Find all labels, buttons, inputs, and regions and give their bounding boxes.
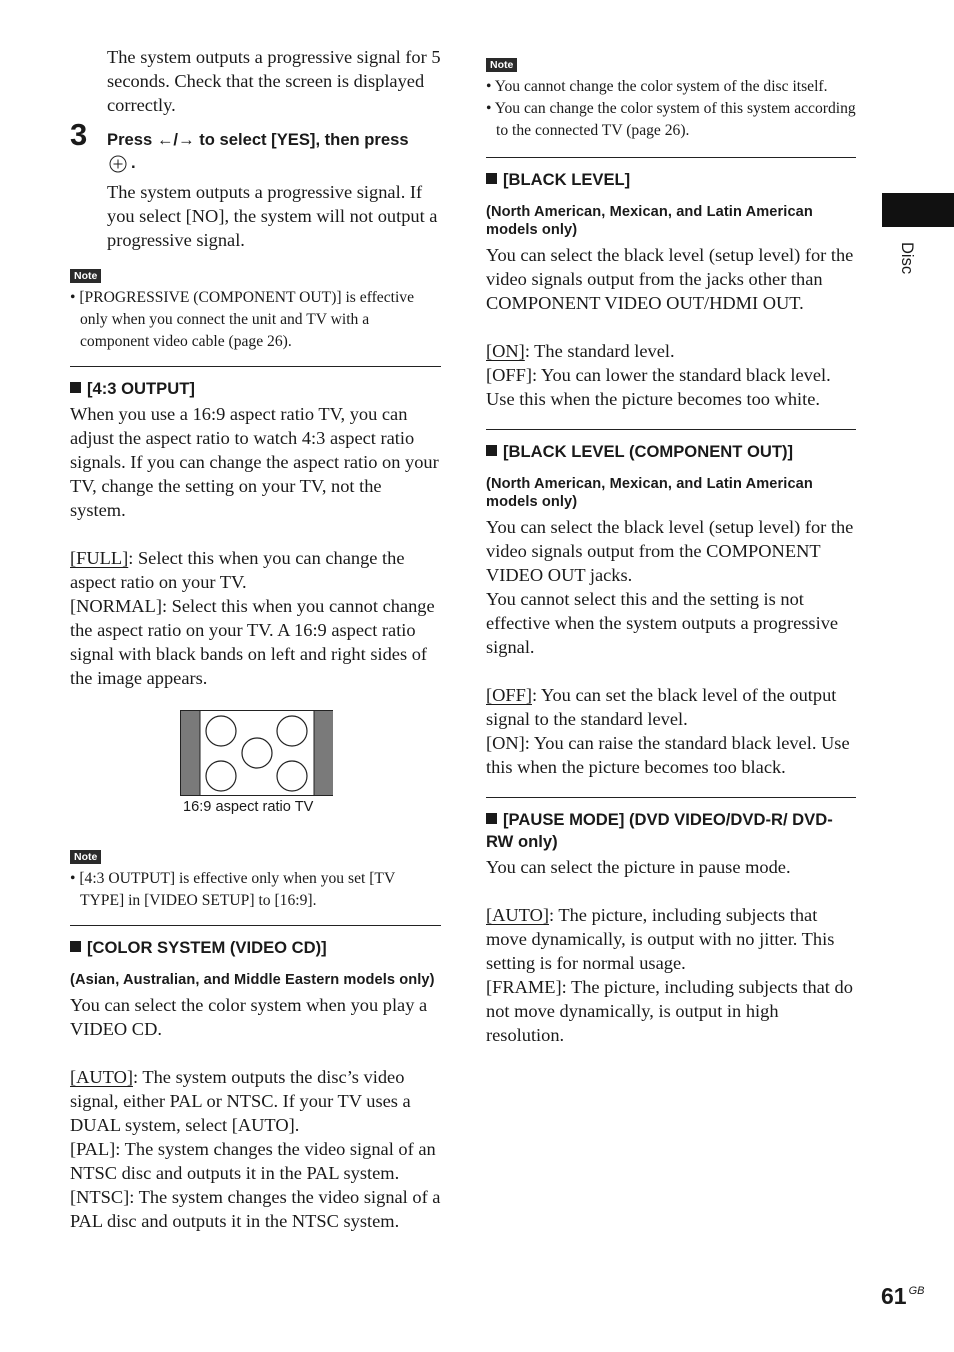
option-text: : The picture, including subjects that move dynamically, is output with no jitter. This setting is for normal usage.: [486, 905, 835, 973]
option-on: [ON]: You can raise the standard black level. Use this when the picture becomes too black.: [486, 733, 850, 777]
option-on: [486, 339, 856, 363]
section-body: When you use a 16:9 aspect ratio TV, you can adjust the aspect ratio to watch 4:3 aspect ratio signals. If you can change the aspect ratio on your TV, change the setting on your TV, not the system.: [70, 404, 439, 520]
square-bullet-icon: [486, 445, 497, 456]
option-auto: [70, 1065, 441, 1137]
note-badge: Note: [70, 850, 101, 864]
heading-text: [4:3 OUTPUT]: [87, 379, 195, 398]
section-body: You can select the black level (setup level) for the video signals output from the COMPONENT VIDEO OUT jacks.: [486, 517, 854, 585]
tv-aspect-figure: [180, 710, 334, 803]
section-4-3-output: [70, 378, 441, 690]
note-bullet: • [PROGRESSIVE (COMPONENT OUT)] is effective only when you connect the unit and TV with a component video cable (page 26).: [70, 289, 415, 350]
divider: [486, 429, 856, 430]
heading-text: [PAUSE MODE] (DVD VIDEO/DVD-R/ DVD-RW only): [486, 810, 833, 851]
square-bullet-icon: [486, 173, 497, 184]
square-bullet-icon: [70, 941, 81, 952]
note-bullet: • [4:3 OUTPUT] is effective only when you set [TV TYPE] in [VIDEO SETUP] to [16:9].: [70, 870, 395, 909]
option-auto: [486, 903, 856, 975]
section-subhead: (Asian, Australian, and Middle Eastern models only): [70, 972, 435, 988]
option-ntsc: [NTSC]: The system changes the video signal of a PAL disc and outputs it in the NTSC system.: [70, 1187, 441, 1231]
step3-body: The system outputs a progressive signal. If you select [NO], the system will not output a progressive signal.: [107, 182, 438, 250]
option-off: [OFF]: You can lower the standard black level. Use this when the picture becomes too white.: [486, 365, 831, 409]
page-number-suffix: GB: [908, 1285, 925, 1297]
left-right-arrows-icon: ←/→: [156, 130, 195, 149]
step3-instruction: [107, 129, 441, 151]
option-text: : The system outputs the disc’s video signal, either PAL or NTSC. If your TV uses a DUAL system, select [AUTO].: [70, 1067, 411, 1135]
intro-text: The system outputs a progressive signal for 5 seconds. Check that the screen is displayed correctly.: [107, 47, 441, 115]
section-color-system: [70, 937, 441, 1233]
section-heading: [70, 937, 441, 959]
square-bullet-icon: [70, 382, 81, 393]
note-badge: Note: [486, 58, 517, 72]
tv-illustration: [180, 710, 334, 798]
note-bullet: • You cannot change the color system of the disc itself.: [486, 78, 828, 95]
step3-instruction-a: Press: [107, 130, 157, 149]
option-text: : The standard level.: [524, 341, 675, 361]
option-off: [486, 683, 856, 731]
option-text: : Select this when you can change the aspect ratio on your TV.: [70, 548, 405, 592]
note-bullet: • You can change the color system of this system according to the connected TV (page 26).: [486, 100, 856, 139]
divider: [70, 366, 441, 367]
page-number-value: 61: [881, 1283, 907, 1309]
divider: [486, 797, 856, 798]
option-text: : You can set the black level of the output signal to the standard level.: [486, 685, 837, 729]
option-frame: [FRAME]: The picture, including subjects that do not move dynamically, is output in high resolution.: [486, 977, 853, 1045]
option-pal: [PAL]: The system changes the video signal of an NTSC disc and outputs it in the PAL system.: [70, 1139, 436, 1183]
option-label: [FULL]: [70, 548, 129, 568]
side-tab-text: Disc: [898, 242, 916, 275]
note1: [70, 266, 441, 353]
option-label: [AUTO]: [70, 1067, 133, 1087]
option-full: [70, 546, 441, 594]
enter-button-line: [107, 151, 441, 177]
figure-caption: 16:9 aspect ratio TV: [183, 799, 314, 815]
step-number: 3: [70, 117, 88, 152]
heading-text: [BLACK LEVEL]: [503, 170, 631, 189]
section-black-level-component: [486, 441, 856, 779]
heading-text: [COLOR SYSTEM (VIDEO CD)]: [87, 938, 327, 957]
note3: [486, 55, 856, 142]
side-tab-marker: [882, 193, 954, 227]
section-body: You can select the black level (setup level) for the video signals output from the jacks other than COMPONENT VIDEO OUT/HDMI OUT.: [486, 245, 854, 313]
section-heading: [486, 809, 856, 853]
divider: [486, 157, 856, 158]
page-number: [881, 1283, 925, 1310]
option-label: [ON]: [486, 341, 525, 361]
option-label: [AUTO]: [486, 905, 549, 925]
enter-button-icon: [108, 153, 130, 175]
section-body: You can select the color system when you play a VIDEO CD.: [70, 995, 428, 1039]
section-body: You can select the picture in pause mode.: [486, 857, 791, 877]
step3-suffix: .: [131, 153, 136, 172]
step3-block: [107, 129, 441, 252]
divider: [70, 925, 441, 926]
option-label: [OFF]: [486, 685, 532, 705]
section-heading: [486, 169, 856, 191]
intro-paragraph: [107, 45, 441, 117]
note2: [70, 847, 441, 912]
section-subhead: (North American, Mexican, and Latin American models only): [486, 204, 813, 238]
heading-text: [BLACK LEVEL (COMPONENT OUT)]: [503, 442, 794, 461]
section-black-level: [486, 169, 856, 411]
section-heading: [486, 441, 856, 463]
step3-instruction-b: to select [YES], then press: [194, 130, 409, 149]
section-heading: [70, 378, 441, 400]
option-normal: [NORMAL]: Select this when you cannot change the aspect ratio on your TV. A 16:9 aspect ratio signal with black bands on left and right sides of the image appears.: [70, 596, 435, 688]
section-body: You cannot select this and the setting is not effective when the system outputs a progressive signal.: [486, 589, 839, 657]
section-pause-mode: [486, 809, 856, 1047]
note-badge: Note: [70, 269, 101, 283]
square-bullet-icon: [486, 813, 497, 824]
section-subhead: (North American, Mexican, and Latin American models only): [486, 476, 813, 510]
